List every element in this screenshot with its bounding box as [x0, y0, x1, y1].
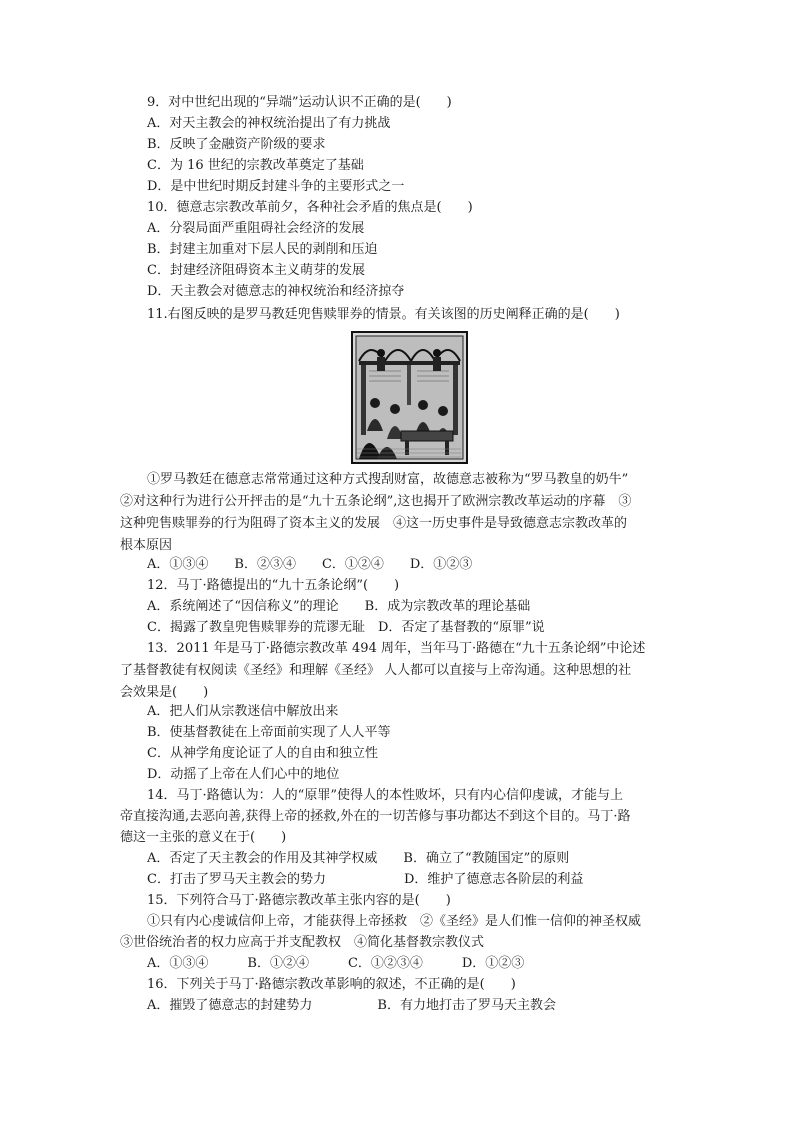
- q9-option-b: B．反映了金融资产阶级的要求: [147, 137, 326, 152]
- q13-option-c: C．从神学角度论证了人的自由和独立性: [147, 746, 378, 761]
- q9-option-a: A．对天主教会的神权统治提出了有力挑战: [147, 116, 391, 131]
- q16-options-ab: A．摧毁了德意志的封建势力 B．有力地打击了罗马天主教会: [147, 998, 556, 1013]
- q9-option-c: C．为 16 世纪的宗教改革奠定了基础: [147, 158, 364, 173]
- q10-stem: 10．德意志宗教改革前夕，各种社会矛盾的焦点是( ): [147, 200, 473, 215]
- q12-stem: 12．马丁·路德提出的“九十五条论纲”( ): [147, 578, 400, 593]
- q11-statement-4: 根本原因: [120, 538, 173, 553]
- q14-stem-1: 14．马丁·路德认为：人的“原罪”使得人的本性败坏，只有内心信仰虔诚，才能与上: [147, 788, 623, 803]
- q16-stem: 16．下列关于马丁·路德宗教改革影响的叙述，不正确的是( ): [147, 977, 516, 992]
- q10-option-a: A．分裂局面严重阻碍社会经济的发展: [147, 221, 365, 236]
- q15-statements-1: ①只有内心虔诚信仰上帝，才能获得上帝拯救 ②《圣经》是人们惟一信仰的神圣权威: [147, 914, 642, 929]
- q10-option-b: B．封建主加重对下层人民的剥削和压迫: [147, 242, 378, 257]
- q14-stem-3: 德这一主张的意义在于( ): [120, 830, 287, 845]
- q10-option-c: C．封建经济阻碍资本主义萌芽的发展: [147, 263, 365, 278]
- q12-options-cd: C．揭露了教皇兜售赎罪券的荒谬无耻 D．否定了基督教的“原罪”说: [147, 620, 545, 635]
- q9-stem: 9．对中世纪出现的“异端”运动认识不正确的是( ): [147, 95, 452, 110]
- q11-statement-3: 这种兜售赎罪券的行为阻碍了资本主义的发展 ④这一历史事件是导致德意志宗教改革的: [120, 516, 628, 531]
- indulgence-sale-woodcut: [351, 331, 468, 464]
- q15-options: A．①③④ B．①②④ C．①②③④ D．①②③: [147, 956, 525, 971]
- q10-option-d: D．天主教会对德意志的神权统治和经济掠夺: [147, 284, 405, 299]
- q13-stem-3: 会效果是( ): [120, 685, 209, 700]
- q11-statement-2: ②对这种行为进行公开抨击的是“九十五条论纲”,这也揭开了欧洲宗教改革运动的序幕 ③: [120, 494, 632, 509]
- q13-option-d: D．动摇了上帝在人们心中的地位: [147, 767, 340, 782]
- q13-option-b: B．使基督教徒在上帝面前实现了人人平等: [147, 725, 391, 740]
- q15-stem: 15．下列符合马丁·路德宗教改革主张内容的是( ): [147, 893, 451, 908]
- q11-options: A．①③④ B．②③④ C．①②④ D．①②③: [147, 557, 473, 572]
- q13-stem-2: 了基督教徒有权阅读《圣经》和理解《圣经》 人人都可以直接与上帝沟通。这种思想的社: [120, 663, 632, 678]
- q12-options-ab: A．系统阐述了“因信称义”的理论 B．成为宗教改革的理论基础: [147, 599, 531, 614]
- q11-statement-1: ①罗马教廷在德意志常常通过这种方式搜刮财富，故德意志被称为“罗马教皇的奶牛”: [147, 472, 629, 487]
- q13-stem-1: 13．2011 年是马丁·路德宗教改革 494 周年，当年马丁·路德在“九十五条论纲”中论述: [147, 641, 646, 656]
- q14-options-ab: A．否定了天主教会的作用及其神学权威 B．确立了“教随国定”的原则: [147, 851, 570, 866]
- q14-stem-2: 帝直接沟通,去恶向善,获得上帝的拯救,外在的一切苦修与事功都达不到这个目的。马丁·路: [120, 809, 631, 824]
- q15-statements-2: ③世俗统治者的权力应高于并支配教权 ④简化基督教宗教仪式: [120, 935, 485, 950]
- q14-options-cd: C．打击了罗马天主教会的势力 D．维护了德意志各阶层的利益: [147, 872, 584, 887]
- q13-option-a: A．把人们从宗教迷信中解放出来: [147, 704, 339, 719]
- q9-option-d: D．是中世纪时期反封建斗争的主要形式之一: [147, 179, 405, 194]
- q11-stem: 11.右图反映的是罗马教廷兜售赎罪券的情景。有关该图的历史阐释正确的是( ): [147, 307, 620, 322]
